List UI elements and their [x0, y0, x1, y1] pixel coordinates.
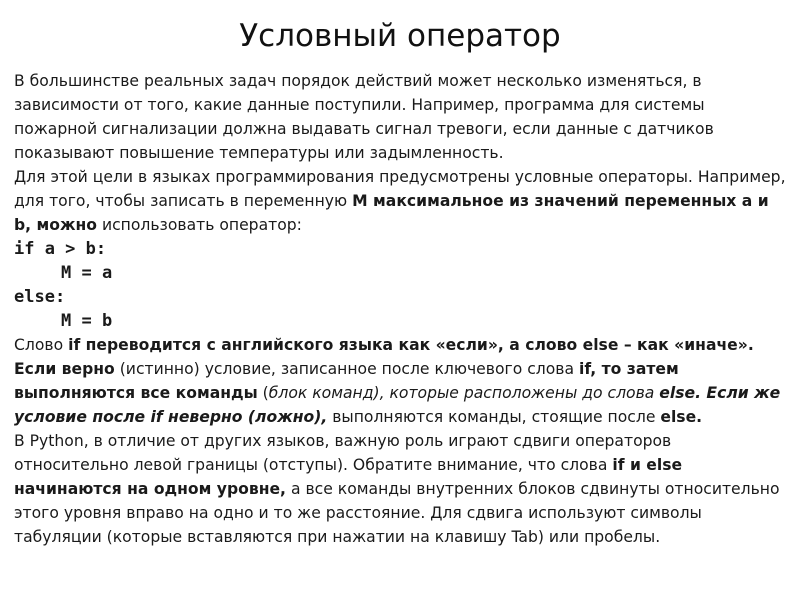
python-text-2: а все команды внутренних блоков сдвинуты относительно этого уровня вправо на одно и то же расстояние. Для сдвига используют символы табуляции (которые вставляются при нажатии на клавишу Tab) или пробелы.	[14, 480, 780, 546]
explanation-text-5: (	[257, 384, 269, 402]
explanation-paragraph	[14, 333, 789, 429]
explanation-text-7: else. Если же условие после if неверно (ложно),	[14, 384, 781, 426]
purpose-paragraph	[14, 165, 789, 237]
code-line-else: else:	[14, 287, 66, 307]
explanation-text-3: (истинно) условие, записанное после ключевого слова	[114, 360, 579, 378]
explanation-text-1: Слово	[14, 336, 69, 354]
slide-body	[14, 69, 789, 549]
explanation-text-8: выполняются команды, стоящие после	[327, 408, 661, 426]
intro-paragraph: В большинстве реальных задач порядок действий может несколько изменяться, в зависимости от того, какие данные поступили. Например, программа для системы пожарной сигнализации должна выдавать сигнал тревоги, если данные с датчиков показывают повышение температуры или задымленность.	[14, 72, 714, 162]
code-line-assign-a: M = a	[61, 263, 113, 283]
code-line-assign-b: M = b	[61, 311, 113, 331]
slide-title: Условный оператор	[239, 18, 561, 54]
python-paragraph	[14, 429, 789, 549]
purpose-text-bold: М максимальное из значений переменных a и b, можно	[14, 192, 769, 234]
code-line-if: if a > b:	[14, 239, 107, 259]
python-text-1: В Python, в отличие от других языков, важную роль играют сдвиги операторов относительно левой границы (отступы). Обратите внимание, что слова	[14, 432, 672, 474]
explanation-text-4: if, то затем выполняются все команды	[14, 360, 679, 402]
explanation-text-6: блок команд), которые расположены до слова	[268, 384, 660, 402]
purpose-text-1: Для этой цели в языках программирования предусмотрены условные операторы. Например, для того, чтобы записать в переменную	[14, 168, 786, 210]
purpose-text-2: использовать оператор:	[96, 216, 302, 234]
explanation-text-2: if переводится с английского языка как «если», а слово else – как «иначе». Если верно	[14, 336, 754, 378]
python-text-bold: if и else начинаются на одном уровне,	[14, 456, 683, 498]
code-example	[14, 237, 789, 333]
explanation-text-9: else.	[660, 408, 703, 426]
